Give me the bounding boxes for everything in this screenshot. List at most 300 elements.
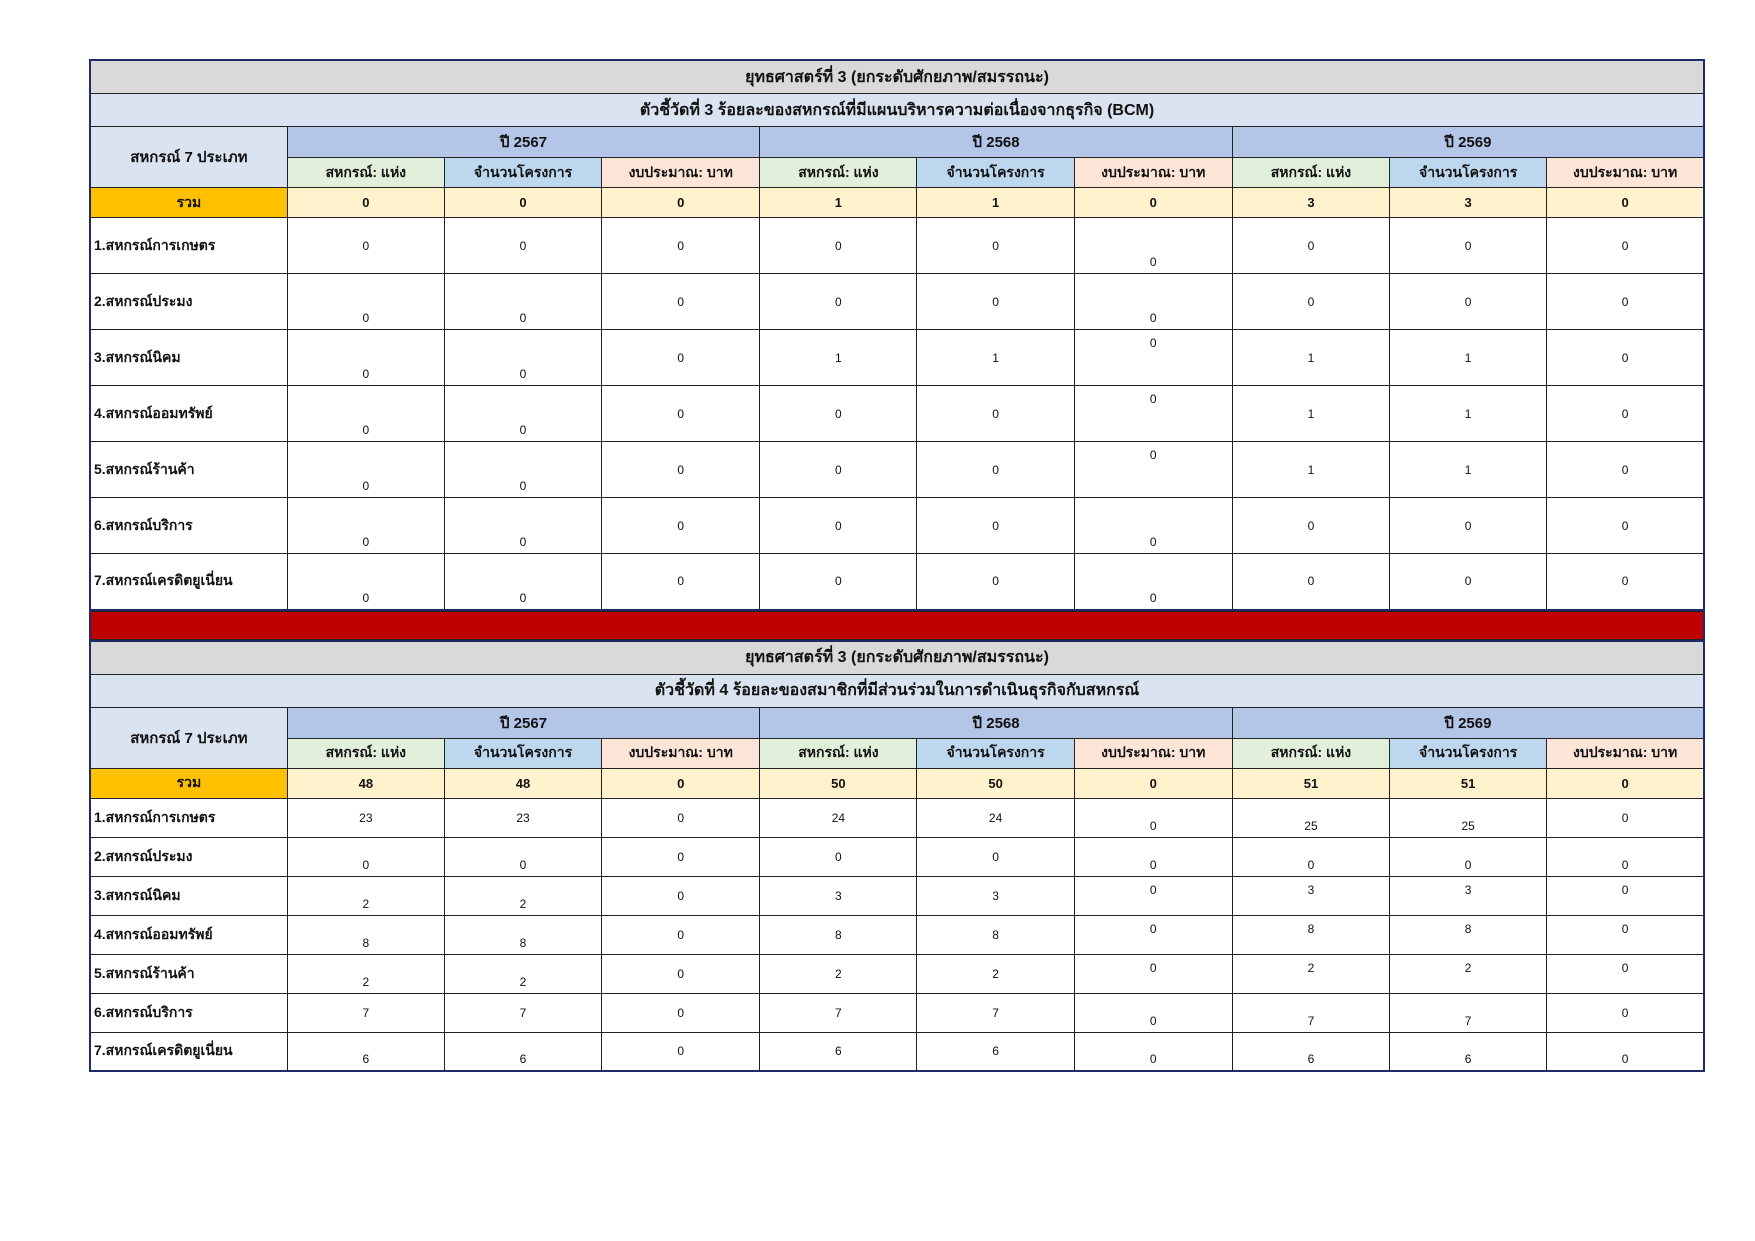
data-cell bbox=[1547, 1032, 1704, 1071]
cell-value: 3 bbox=[835, 888, 842, 903]
total-value: 50 bbox=[917, 768, 1074, 798]
cell-value: 0 bbox=[677, 927, 685, 942]
cell-value: 0 bbox=[1149, 590, 1157, 605]
data-cell bbox=[444, 554, 601, 610]
data-cell bbox=[1547, 442, 1704, 498]
cell-value: 7 bbox=[362, 1005, 370, 1020]
data-cell bbox=[1390, 915, 1547, 954]
data-cell bbox=[287, 954, 444, 993]
cell-value: 2 bbox=[519, 974, 527, 989]
table-row bbox=[90, 498, 1704, 554]
cell-value: 8 bbox=[992, 927, 999, 942]
column-header: สหกรณ์: แห่ง bbox=[287, 158, 444, 188]
data-cell bbox=[760, 837, 917, 876]
cell-value: 2 bbox=[1307, 960, 1315, 975]
cell-value: 0 bbox=[519, 311, 527, 325]
data-cell bbox=[287, 554, 444, 610]
data-cell bbox=[1547, 386, 1704, 442]
cell-value: 23 bbox=[516, 810, 530, 825]
cell-value: 0 bbox=[1307, 238, 1315, 253]
data-cell bbox=[1232, 498, 1389, 554]
separator-table bbox=[89, 611, 1705, 640]
cell-value: 0 bbox=[992, 238, 999, 253]
data-cell bbox=[444, 1032, 601, 1071]
data-cell bbox=[1232, 915, 1389, 954]
cell-value: 0 bbox=[1464, 238, 1472, 253]
data-cell bbox=[1547, 837, 1704, 876]
cell-value: 7 bbox=[519, 1005, 527, 1020]
data-cell bbox=[1232, 954, 1389, 993]
data-cell bbox=[1232, 993, 1389, 1032]
data-cell bbox=[444, 837, 601, 876]
cooperative-type-header: สหกรณ์ 7 ประเภท bbox=[90, 707, 287, 768]
table-row bbox=[90, 915, 1704, 954]
data-cell bbox=[760, 954, 917, 993]
cell-value: 0 bbox=[519, 857, 527, 872]
cell-value: 0 bbox=[1307, 857, 1315, 872]
cell-value: 6 bbox=[519, 1052, 527, 1066]
cooperative-type-header: สหกรณ์ 7 ประเภท bbox=[90, 127, 287, 188]
data-cell bbox=[917, 798, 1074, 837]
table-row bbox=[90, 274, 1704, 330]
total-value: 51 bbox=[1390, 768, 1547, 798]
data-cell bbox=[917, 837, 1074, 876]
table-row bbox=[90, 954, 1704, 993]
data-cell bbox=[760, 1032, 917, 1071]
cell-value: 6 bbox=[835, 1044, 842, 1059]
cell-value: 2 bbox=[362, 896, 370, 911]
cell-value: 0 bbox=[362, 423, 370, 437]
cell-value: 0 bbox=[1621, 518, 1629, 533]
data-cell bbox=[287, 798, 444, 837]
data-cell bbox=[1390, 993, 1547, 1032]
cell-value: 0 bbox=[677, 888, 685, 903]
data-cell bbox=[1547, 876, 1704, 915]
cell-value: 1 bbox=[1464, 406, 1472, 421]
cell-value: 24 bbox=[831, 810, 846, 825]
data-cell bbox=[1390, 954, 1547, 993]
data-cell bbox=[917, 1032, 1074, 1071]
cell-value: 0 bbox=[362, 857, 370, 872]
data-cell bbox=[1547, 954, 1704, 993]
cell-value: 0 bbox=[1307, 574, 1315, 589]
cell-value: 0 bbox=[677, 238, 685, 253]
total-value: 48 bbox=[287, 768, 444, 798]
cell-value: 0 bbox=[1621, 406, 1629, 421]
cooperative-type-label: 4.สหกรณ์ออมทรัพย์ bbox=[90, 915, 287, 954]
cell-value: 0 bbox=[677, 849, 685, 864]
data-cell bbox=[1390, 442, 1547, 498]
data-cell bbox=[1232, 274, 1389, 330]
data-cell bbox=[287, 274, 444, 330]
year-header: ปี 2568 bbox=[760, 127, 1233, 158]
table-row bbox=[90, 798, 1704, 837]
cell-value: 0 bbox=[677, 350, 685, 365]
cooperative-type-label: 3.สหกรณ์นิคม bbox=[90, 876, 287, 915]
data-cell bbox=[444, 876, 601, 915]
data-cell bbox=[917, 442, 1074, 498]
cell-value: 0 bbox=[677, 462, 685, 477]
column-header: สหกรณ์: แห่ง bbox=[760, 738, 917, 768]
data-cell bbox=[760, 915, 917, 954]
data-cell bbox=[1232, 554, 1389, 610]
cell-value: 2 bbox=[992, 966, 999, 981]
data-cell bbox=[1074, 498, 1232, 554]
data-cell bbox=[444, 218, 601, 274]
data-cell bbox=[917, 876, 1074, 915]
cell-value: 0 bbox=[1149, 818, 1157, 833]
cell-value: 1 bbox=[1464, 350, 1472, 365]
data-cell bbox=[1232, 386, 1389, 442]
cell-value: 0 bbox=[519, 590, 527, 605]
data-cell bbox=[287, 386, 444, 442]
cell-value: 23 bbox=[359, 810, 373, 825]
cooperative-type-label: 7.สหกรณ์เครดิตยูเนี่ยน bbox=[90, 1032, 287, 1071]
data-cell bbox=[287, 915, 444, 954]
table-row bbox=[90, 330, 1704, 386]
cooperative-type-label: 7.สหกรณ์เครดิตยูเนี่ยน bbox=[90, 554, 287, 610]
data-cell bbox=[1074, 330, 1232, 386]
column-header: งบประมาณ: บาท bbox=[602, 158, 760, 188]
total-label: รวม bbox=[90, 188, 287, 218]
column-header: สหกรณ์: แห่ง bbox=[287, 738, 444, 768]
data-cell bbox=[602, 330, 760, 386]
data-cell bbox=[1074, 798, 1232, 837]
cell-value: 8 bbox=[1464, 921, 1472, 936]
data-cell bbox=[1074, 442, 1232, 498]
cell-value: 0 bbox=[1464, 857, 1472, 872]
red-separator-bar bbox=[90, 611, 1704, 639]
cell-value: 2 bbox=[1464, 960, 1472, 975]
data-cell bbox=[287, 330, 444, 386]
column-header: งบประมาณ: บาท bbox=[1547, 738, 1704, 768]
cell-value: 0 bbox=[1621, 350, 1629, 365]
cell-value: 2 bbox=[519, 896, 527, 911]
total-label: รวม bbox=[90, 768, 287, 798]
cell-value: 2 bbox=[362, 974, 370, 989]
data-cell bbox=[1074, 1032, 1232, 1071]
cooperative-type-label: 6.สหกรณ์บริการ bbox=[90, 498, 287, 554]
cell-value: 0 bbox=[1621, 1005, 1629, 1020]
cell-value: 0 bbox=[677, 294, 685, 309]
cell-value: 0 bbox=[1149, 255, 1157, 269]
data-cell bbox=[917, 218, 1074, 274]
column-header: งบประมาณ: บาท bbox=[1074, 738, 1232, 768]
data-cell bbox=[1547, 993, 1704, 1032]
table-row bbox=[90, 993, 1704, 1032]
cell-value: 0 bbox=[835, 406, 842, 421]
cell-value: 0 bbox=[1307, 294, 1315, 309]
data-cell bbox=[1390, 876, 1547, 915]
cell-value: 3 bbox=[1307, 882, 1315, 897]
cell-value: 7 bbox=[835, 1005, 842, 1020]
column-header: จำนวนโครงการ bbox=[1390, 738, 1547, 768]
cell-value: 25 bbox=[1461, 818, 1475, 833]
total-value: 0 bbox=[1074, 188, 1232, 218]
cell-value: 0 bbox=[519, 367, 527, 381]
cell-value: 0 bbox=[1149, 448, 1157, 462]
cell-value: 0 bbox=[362, 590, 370, 605]
cell-value: 0 bbox=[362, 311, 370, 325]
cell-value: 0 bbox=[1464, 518, 1472, 533]
data-cell bbox=[917, 915, 1074, 954]
cooperative-type-label: 5.สหกรณ์ร้านค้า bbox=[90, 954, 287, 993]
data-cell bbox=[1390, 498, 1547, 554]
column-header: งบประมาณ: บาท bbox=[1074, 158, 1232, 188]
data-cell bbox=[1390, 330, 1547, 386]
table-row bbox=[90, 554, 1704, 610]
cell-value: 1 bbox=[1464, 462, 1472, 477]
cell-value: 0 bbox=[992, 574, 999, 589]
data-cell bbox=[1390, 218, 1547, 274]
data-cell bbox=[1232, 442, 1389, 498]
total-value: 1 bbox=[917, 188, 1074, 218]
cell-value: 0 bbox=[677, 574, 685, 589]
data-cell bbox=[1232, 1032, 1389, 1071]
cell-value: 0 bbox=[677, 966, 685, 981]
data-cell bbox=[760, 554, 917, 610]
cell-value: 0 bbox=[1621, 294, 1629, 309]
cell-value: 0 bbox=[1464, 574, 1472, 589]
column-header: จำนวนโครงการ bbox=[1390, 158, 1547, 188]
cell-value: 0 bbox=[519, 479, 527, 493]
cell-value: 0 bbox=[1621, 238, 1629, 253]
cell-value: 6 bbox=[1464, 1052, 1472, 1066]
cooperative-type-label: 4.สหกรณ์ออมทรัพย์ bbox=[90, 386, 287, 442]
data-cell bbox=[1074, 954, 1232, 993]
data-cell bbox=[287, 498, 444, 554]
data-cell bbox=[1547, 274, 1704, 330]
data-cell bbox=[444, 498, 601, 554]
indicator-title: ตัวชี้วัดที่ 3 ร้อยละของสหกรณ์ที่มีแผนบริหารความต่อเนื่องจากธุรกิจ (BCM) bbox=[90, 94, 1704, 127]
cell-value: 0 bbox=[677, 406, 685, 421]
cell-value: 0 bbox=[1621, 882, 1629, 897]
cell-value: 0 bbox=[1149, 857, 1157, 872]
strategy-title: ยุทธศาสตร์ที่ 3 (ยกระดับศักยภาพ/สมรรถนะ) bbox=[90, 641, 1704, 675]
cell-value: 0 bbox=[1621, 921, 1629, 936]
data-cell bbox=[1390, 386, 1547, 442]
cell-value: 0 bbox=[1307, 518, 1315, 533]
data-cell bbox=[760, 442, 917, 498]
cell-value: 0 bbox=[1149, 535, 1157, 549]
cell-value: 1 bbox=[992, 350, 999, 365]
data-cell bbox=[287, 1032, 444, 1071]
total-value: 0 bbox=[444, 188, 601, 218]
data-cell bbox=[917, 954, 1074, 993]
data-cell bbox=[1390, 798, 1547, 837]
cell-value: 0 bbox=[362, 238, 370, 253]
column-header: สหกรณ์: แห่ง bbox=[1232, 158, 1389, 188]
total-value: 0 bbox=[1547, 768, 1704, 798]
cell-value: 0 bbox=[519, 423, 527, 437]
cooperative-type-label: 1.สหกรณ์การเกษตร bbox=[90, 798, 287, 837]
data-cell bbox=[760, 218, 917, 274]
data-cell bbox=[287, 837, 444, 876]
cell-value: 0 bbox=[677, 1005, 685, 1020]
data-cell bbox=[1547, 915, 1704, 954]
data-cell bbox=[602, 442, 760, 498]
data-cell bbox=[1074, 993, 1232, 1032]
cell-value: 0 bbox=[992, 294, 999, 309]
data-cell bbox=[760, 498, 917, 554]
cell-value: 0 bbox=[835, 574, 842, 589]
data-cell bbox=[1547, 798, 1704, 837]
data-cell bbox=[917, 993, 1074, 1032]
data-cell bbox=[1390, 1032, 1547, 1071]
data-cell bbox=[760, 798, 917, 837]
data-cell bbox=[1074, 554, 1232, 610]
data-cell bbox=[602, 798, 760, 837]
member-participation-table bbox=[89, 640, 1705, 1073]
table-row bbox=[90, 386, 1704, 442]
data-cell bbox=[1074, 876, 1232, 915]
cell-value: 0 bbox=[835, 518, 842, 533]
total-value: 51 bbox=[1232, 768, 1389, 798]
year-header: ปี 2569 bbox=[1232, 707, 1704, 738]
total-value: 50 bbox=[760, 768, 917, 798]
data-cell bbox=[917, 330, 1074, 386]
data-cell bbox=[602, 218, 760, 274]
cell-value: 1 bbox=[1307, 462, 1315, 477]
cell-value: 0 bbox=[835, 462, 842, 477]
cell-value: 0 bbox=[362, 479, 370, 493]
year-header: ปี 2567 bbox=[287, 127, 760, 158]
data-cell bbox=[444, 442, 601, 498]
cell-value: 0 bbox=[677, 810, 685, 825]
year-header: ปี 2568 bbox=[760, 707, 1233, 738]
data-cell bbox=[1232, 837, 1389, 876]
table-row bbox=[90, 218, 1704, 274]
data-cell bbox=[287, 442, 444, 498]
cell-value: 2 bbox=[835, 966, 842, 981]
cell-value: 1 bbox=[835, 350, 842, 365]
cell-value: 8 bbox=[519, 935, 527, 950]
table-row bbox=[90, 442, 1704, 498]
cell-value: 1 bbox=[1307, 406, 1315, 421]
data-cell bbox=[1390, 837, 1547, 876]
cell-value: 0 bbox=[835, 238, 842, 253]
total-value: 0 bbox=[602, 768, 760, 798]
cell-value: 0 bbox=[1621, 1052, 1629, 1066]
data-cell bbox=[760, 274, 917, 330]
cell-value: 0 bbox=[519, 238, 527, 253]
total-value: 0 bbox=[1074, 768, 1232, 798]
data-cell bbox=[1074, 386, 1232, 442]
total-value: 48 bbox=[444, 768, 601, 798]
data-cell bbox=[1390, 554, 1547, 610]
cell-value: 0 bbox=[835, 294, 842, 309]
data-cell bbox=[602, 498, 760, 554]
cell-value: 0 bbox=[1149, 882, 1157, 897]
bcm-table bbox=[89, 59, 1705, 611]
cell-value: 3 bbox=[992, 888, 999, 903]
cooperative-type-label: 2.สหกรณ์ประมง bbox=[90, 274, 287, 330]
cell-value: 0 bbox=[677, 518, 685, 533]
data-cell bbox=[444, 274, 601, 330]
data-cell bbox=[760, 386, 917, 442]
cell-value: 6 bbox=[362, 1052, 370, 1066]
data-cell bbox=[602, 915, 760, 954]
data-cell bbox=[1232, 330, 1389, 386]
data-cell bbox=[917, 274, 1074, 330]
data-cell bbox=[1547, 330, 1704, 386]
cell-value: 0 bbox=[835, 849, 842, 864]
column-header: จำนวนโครงการ bbox=[917, 738, 1074, 768]
cell-value: 0 bbox=[992, 518, 999, 533]
data-cell bbox=[1074, 274, 1232, 330]
cooperative-type-label: 1.สหกรณ์การเกษตร bbox=[90, 218, 287, 274]
cooperative-type-label: 5.สหกรณ์ร้านค้า bbox=[90, 442, 287, 498]
year-header: ปี 2567 bbox=[287, 707, 760, 738]
data-cell bbox=[602, 274, 760, 330]
data-cell bbox=[917, 554, 1074, 610]
data-cell bbox=[602, 837, 760, 876]
data-cell bbox=[1390, 274, 1547, 330]
cell-value: 0 bbox=[992, 462, 999, 477]
strategy-title: ยุทธศาสตร์ที่ 3 (ยกระดับศักยภาพ/สมรรถนะ) bbox=[90, 60, 1704, 94]
cooperative-type-label: 3.สหกรณ์นิคม bbox=[90, 330, 287, 386]
table-row bbox=[90, 1032, 1704, 1071]
data-cell bbox=[444, 915, 601, 954]
cell-value: 0 bbox=[1149, 921, 1157, 936]
cell-value: 0 bbox=[1464, 294, 1472, 309]
data-cell bbox=[760, 876, 917, 915]
cell-value: 6 bbox=[1307, 1052, 1315, 1066]
total-value: 1 bbox=[760, 188, 917, 218]
total-value: 0 bbox=[602, 188, 760, 218]
cell-value: 1 bbox=[1307, 350, 1315, 365]
data-cell bbox=[444, 386, 601, 442]
cell-value: 3 bbox=[1464, 882, 1472, 897]
data-cell bbox=[602, 1032, 760, 1071]
cell-value: 0 bbox=[362, 367, 370, 381]
column-header: สหกรณ์: แห่ง bbox=[1232, 738, 1389, 768]
cell-value: 0 bbox=[992, 849, 999, 864]
total-value: 0 bbox=[287, 188, 444, 218]
cell-value: 0 bbox=[362, 535, 370, 549]
data-cell bbox=[287, 876, 444, 915]
cell-value: 8 bbox=[362, 935, 370, 950]
cell-value: 0 bbox=[1621, 462, 1629, 477]
column-header: จำนวนโครงการ bbox=[917, 158, 1074, 188]
data-cell bbox=[1547, 554, 1704, 610]
cell-value: 0 bbox=[1621, 960, 1629, 975]
cooperative-type-label: 6.สหกรณ์บริการ bbox=[90, 993, 287, 1032]
data-cell bbox=[1232, 218, 1389, 274]
indicator-title: ตัวชี้วัดที่ 4 ร้อยละของสมาชิกที่มีส่วนร่วมในการดำเนินธุรกิจกับสหกรณ์ bbox=[90, 674, 1704, 707]
data-cell bbox=[602, 554, 760, 610]
total-value: 3 bbox=[1390, 188, 1547, 218]
cell-value: 7 bbox=[992, 1005, 999, 1020]
data-cell bbox=[444, 330, 601, 386]
cell-value: 0 bbox=[1149, 336, 1157, 350]
cell-value: 6 bbox=[992, 1044, 999, 1059]
data-cell bbox=[444, 798, 601, 837]
cell-value: 7 bbox=[1307, 1013, 1315, 1028]
data-cell bbox=[1547, 498, 1704, 554]
cell-value: 7 bbox=[1464, 1013, 1472, 1028]
cell-value: 0 bbox=[1149, 311, 1157, 325]
total-value: 3 bbox=[1232, 188, 1389, 218]
data-cell bbox=[602, 954, 760, 993]
table-row bbox=[90, 876, 1704, 915]
cell-value: 8 bbox=[1307, 921, 1315, 936]
data-cell bbox=[1232, 798, 1389, 837]
cell-value: 25 bbox=[1304, 818, 1318, 833]
data-cell bbox=[444, 993, 601, 1032]
cell-value: 0 bbox=[992, 406, 999, 421]
column-header: งบประมาณ: บาท bbox=[602, 738, 760, 768]
